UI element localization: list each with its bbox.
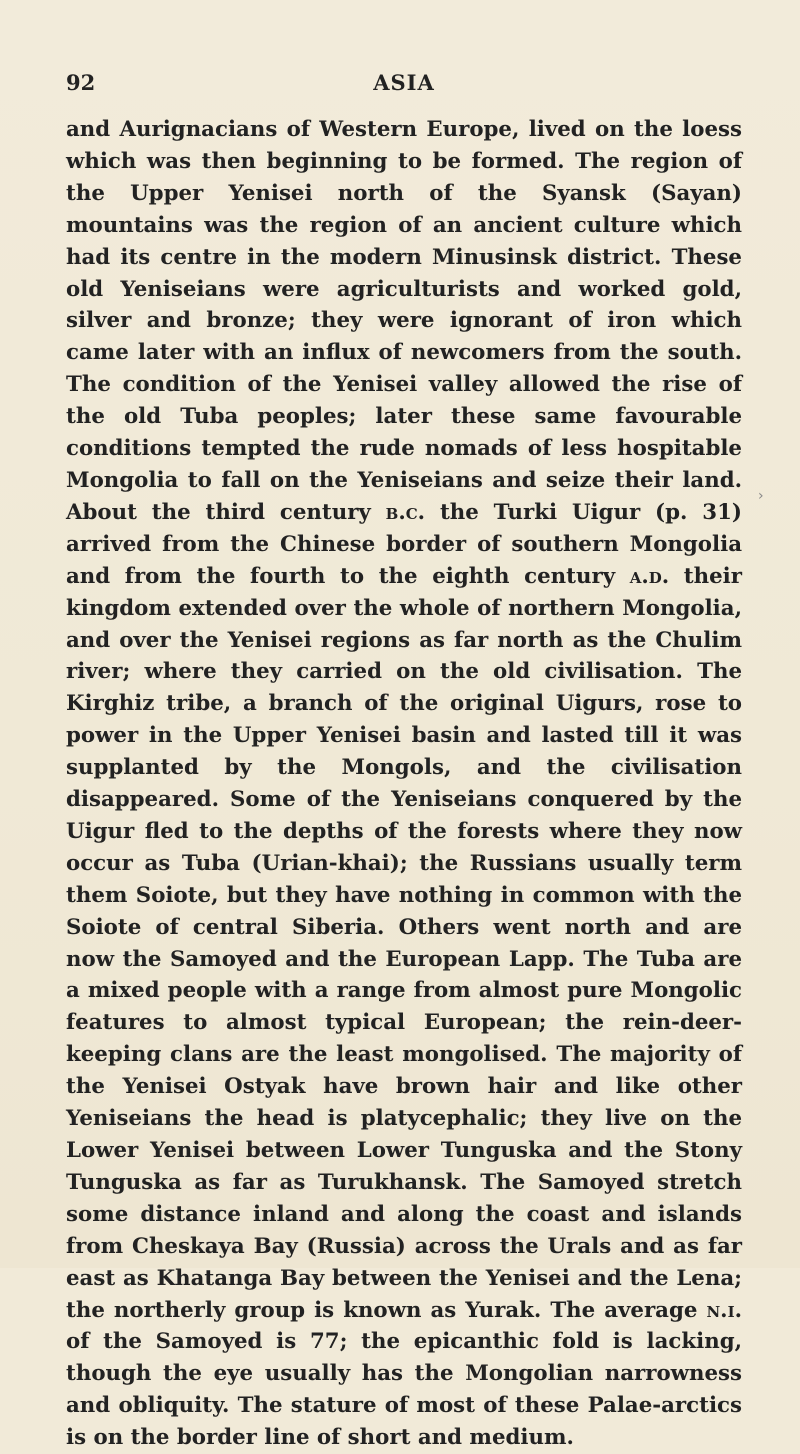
text-run: their kingdom extended over the whole of northern Mongolia, and over the Yenisei regions as far north as the Chulim river; where they carried on the old civilisation. The Kirghiz tribe, a branch of the original Uigurs, rose to power in the Upper Yenisei basin and lasted till it was supplanted by the Mongols, and the civilisation disappeared. Some of the Yeniseians conquered by the Uigur fled to the depths of the forests where they now occur as Tuba (Urian-khai); the Russians usually term them Soiote, but they have nothing in common with the Soiote of central Siberia. Others went north and are now the Samoyed and the European Lapp. The Tuba are a mixed people with a range from almost pure Mongolic features to almost typical European; the rein-deer-keeping clans are the least mongolised. The majority of the Yenisei Ostyak have brown hair and like other Yeniseians the head is platycephalic; they live on the Lower Yenisei between Lower Tunguska and the Stony Tunguska as far as Turukhansk. The Samoyed stretch some distance inland and along the coast and islands from Cheskaya Bay (Russia) across the Urals and as far east as Khatanga Bay between the Yenisei and the Lena; the northerly group is known as Yurak. The average — [66, 563, 742, 1323]
text-run: the Turki Uigur (p. 31) arrived from the Chinese border of southern Mongolia and from the fourth to the eighth century — [66, 499, 742, 589]
era-abbreviation-bc: b.c. — [385, 499, 426, 525]
text-run: and Aurignacians of Western Europe, lived on the loess which was then beginning to be formed. The region of the Upper Yenisei north of the Syansk (Sayan) mountains was the region of an ancient culture which had its centre in the modern Minusinsk district. These old Yeniseians were agriculturists and worked gold, silver and bronze; they were ignorant of iron which came later with an influx of newcomers from the south. The condition of the Yenisei valley allowed the rise of the old Tuba peoples; later these same favourable conditions tempted the rude nomads of less hospitable Mongolia to fall on the Yeniseians and seize their land. About the third century — [66, 117, 742, 525]
nasal-index-abbreviation: n.i. — [706, 1297, 742, 1323]
margin-mark: › — [758, 488, 764, 504]
era-abbreviation-ad: a.d. — [629, 563, 670, 589]
body-paragraph — [66, 114, 742, 1454]
text-run: of the Samoyed is 77; the epicanthic fold is lacking, though the eye usually has the Mongolian narrowness and obliquity. The stature of most of these Palae-arctics is on the border line of short and medium. — [66, 1329, 742, 1451]
page-header — [66, 70, 742, 100]
running-head: ASIA — [373, 70, 435, 95]
page-number: 92 — [66, 70, 96, 95]
